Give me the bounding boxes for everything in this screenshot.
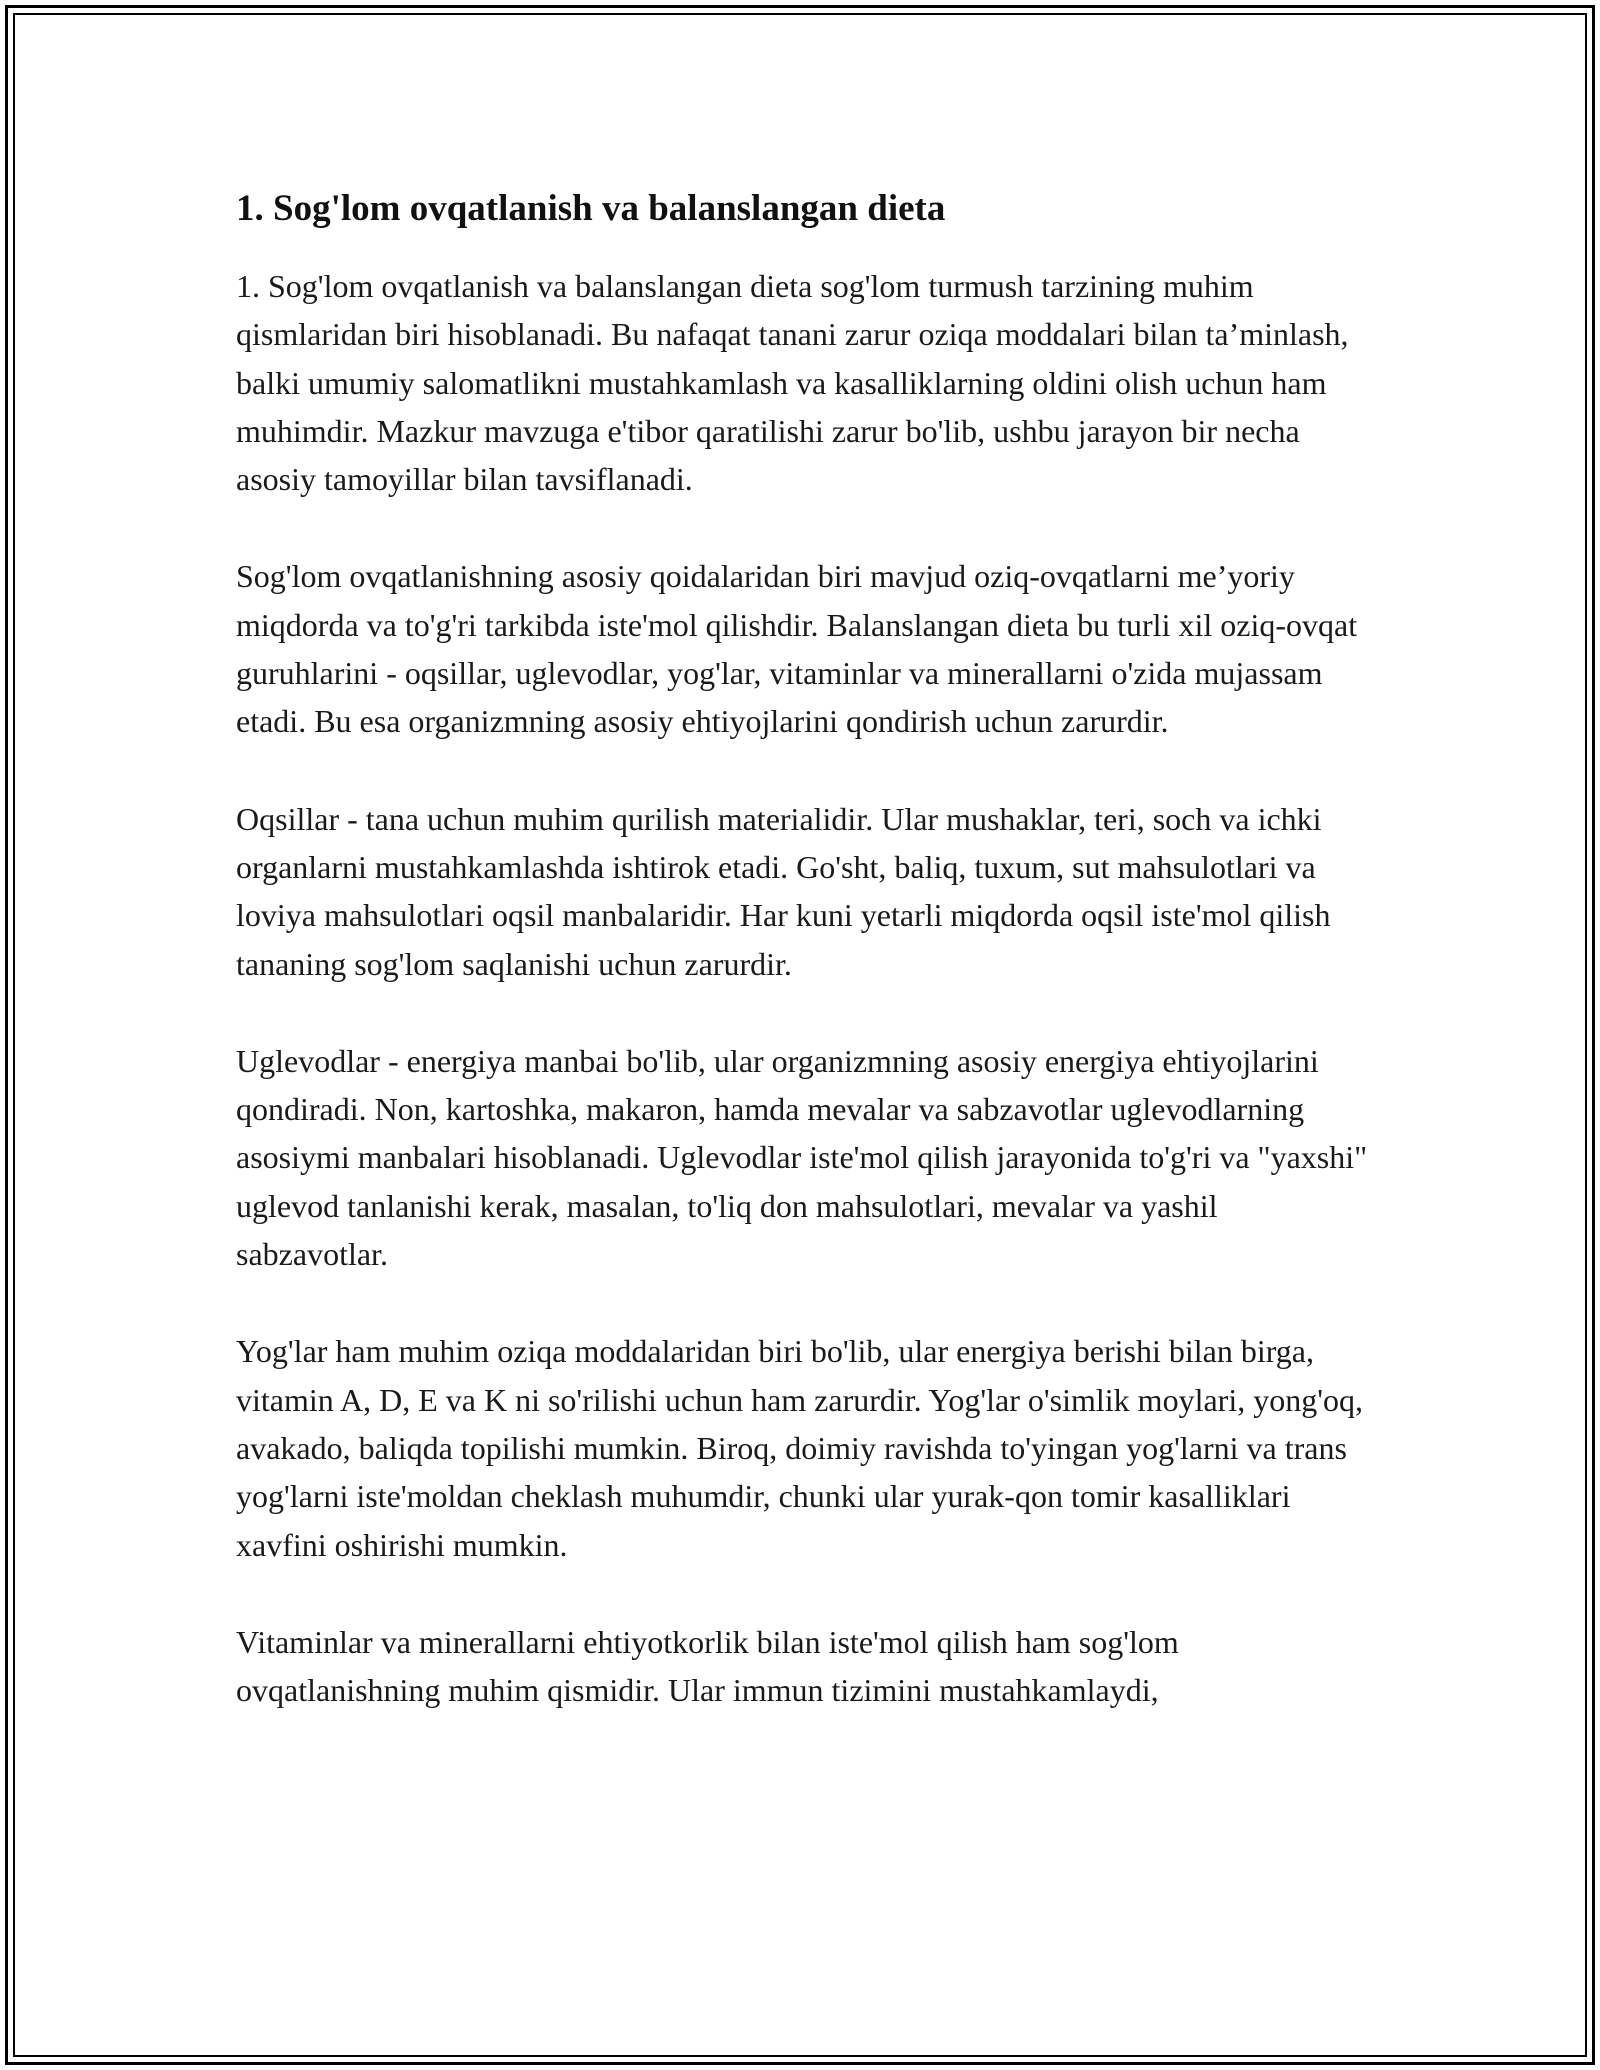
paragraph-fats: Yog'lar ham muhim oziqa moddalaridan biri bo'lib, ular energiya berishi bilan birga, vitamin A, D, E va K ni so'rilishi uchun ham zarurdir. Yog'lar o'simlik moylari, yong'oq, avakado, baliqda topilishi mumkin. Biroq, doimiy ravishda to'yingan yog'larni va trans yog'larni iste'moldan cheklash muhumdir, chunki ular yurak-qon tomir kasalliklari xavfini oshirishi mumkin. bbox=[236, 1333, 1363, 1563]
paragraph-proteins: Oqsillar - tana uchun muhim qurilish materialidir. Ular mushaklar, teri, soch va ichki organlarni mustahkamlashda ishtirok etadi. Go'sht, baliq, tuxum, sut mahsulotlari va loviya mahsulotlari oqsil manbalaridir. Har kuni yetarli miqdorda oqsil iste'mol qilish tananing sog'lom saqlanishi uchun zarurdir. bbox=[236, 800, 1331, 982]
paragraph-balanced-diet: Sog'lom ovqatlanishning asosiy qoidalaridan biri mavjud oziq-ovqatlarni me’yoriy miqdorda va to'g'ri tarkibda iste'mol qilishdir. Balanslangan dieta bu turli xil oziq-ovqat guruhlarini - oqsillar, uglevodlar, yog'lar, vitaminlar va minerallarni o'zida mujassam etadi. Bu esa organizmning asosiy ehtiyojlarini qondirish uchun zarurdir. bbox=[236, 558, 1358, 740]
section-heading: 1. Sog'lom ovqatlanish va balanslangan dieta bbox=[236, 188, 946, 229]
paragraph-vitamins: Vitaminlar va minerallarni ehtiyotkorlik bilan iste'mol qilish ham sog'lom ovqatlanishning muhim qismidir. Ular immun tizimini mustahkamlaydi, bbox=[236, 1623, 1179, 1709]
document-body bbox=[236, 186, 1376, 1763]
paragraph-intro: 1. Sog'lom ovqatlanish va balanslangan dieta sog'lom turmush tarzining muhim qismlaridan biri hisoblanadi. Bu nafaqat tanani zarur oziqa moddalari bilan ta’minlash, balki umumiy salomatlikni mustahkamlash va kasalliklarning oldini olish uchun ham muhimdir. Mazkur mavzuga e'tibor qaratilishi zarur bo'lib, ushbu jarayon bir necha asosiy tamoyillar bilan tavsiflanadi. bbox=[236, 268, 1349, 498]
paragraph-carbohydrates: Uglevodlar - energiya manbai bo'lib, ular organizmning asosiy energiya ehtiyojlarini qondiradi. Non, kartoshka, makaron, hamda mevalar va sabzavotlar uglevodlarning asosiymi manbalari hisoblanadi. Uglevodlar iste'mol qilish jarayonida to'g'ri va "yaxshi" uglevod tanlanishi kerak, masalan, to'liq don mahsulotlari, mevalar va yashil sabzavotlar. bbox=[236, 1042, 1368, 1273]
